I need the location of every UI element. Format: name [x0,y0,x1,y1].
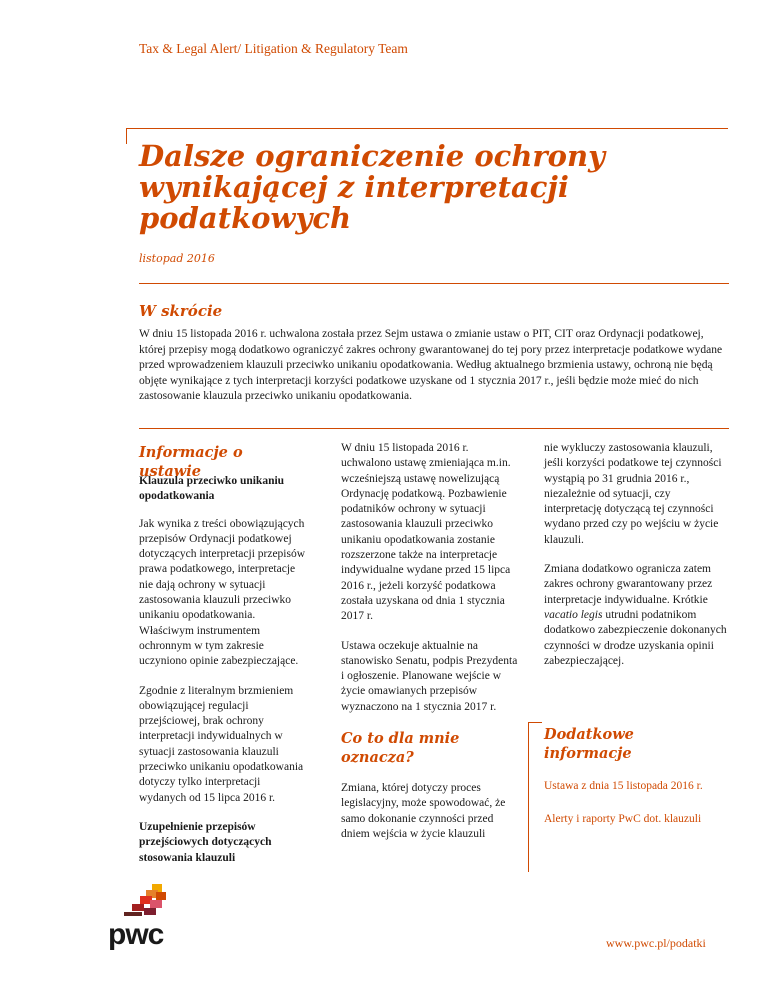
title-line-3: podatkowych [139,201,352,235]
col1-subheading-1: Klauzula przeciwko unikaniu opodatkowania [139,475,285,503]
title-rule [126,128,728,129]
col3-paragraph-2 [544,562,730,669]
link-ustawa[interactable]: Ustawa z dnia 15 listopada 2016 r. [544,780,703,792]
col2-paragraph-2: Ustawa oczekuje aktualnie na stanowisko Senatu, podpis Prezydenta i ogłoszenie. Planowane wejście w życie omawianych przepisów wyznaczono na 1 stycznia 2017 r. [341,639,518,713]
column-2 [341,441,521,856]
page-title [139,141,699,234]
pwc-logo-text: pwc [108,918,164,951]
col2-paragraph-1: W dniu 15 listopada 2016 r. uchwalono ustawę zmieniająca m.in. wcześniejszą ustawę nowelizującą Ordynację podatkową. Pozbawienie podatników ochrony w sytuacji zastosowania klauzuli przeciwko unikaniu opodatkowania zostanie rozszerzone także na interpretacje indywidualne wydane przed 15 lipca 2016 r., jeżeli korzyść podatkowa została uzyskana od dnia 1 stycznia 2017 r. [341,442,511,623]
title-corner-mark [126,128,127,144]
column-1 [139,474,307,878]
col1-paragraph-1: Jak wynika z treści obowiązujących przepisów Ordynacji podatkowej dotyczących interpretacji przepisów prawa podatkowego, interpretacje nie dają ochrony w sytuacji zastosowania klauzuli przeciwko unikaniu opodatkowania. Właściwym instrumentem ochronnym w tym zakresie uczyniono opinie zabezpieczające. [139,517,306,668]
col1-paragraph-2: Zgodnie z literalnym brzmieniem obowiązującej regulacji przejściowej, brak ochrony interpretacji indywidualnych w sytuacji zastosowania klauzuli przeciwko unikaniu opodatkowania dotyczy tylko interpretacji wydanych od 15 lipca 2016 r. [139,684,304,804]
info-box-border [528,722,529,872]
column-3 [544,441,730,683]
title-line-2: wynikającej z interpretacji [139,170,569,204]
col3-paragraph-1: nie wykluczy zastosowania klauzuli, jeśli korzyści podatkowe tej czynności wystąpią po 31 grudnia 2016 r., niezależnie od sytuacji, czy interpretację dotyczącą tej czynności wydano przed czy po wejściu w życie klauzuli. [544,442,722,546]
publication-date: listopad 2016 [139,252,215,265]
header-team-line: Tax & Legal Alert/ Litigation & Regulatory Team [139,41,408,56]
divider [139,428,729,429]
divider [139,283,729,284]
pwc-logo-mark [118,884,168,920]
summary-text: W dniu 15 listopada 2016 r. uchwalona została przez Sejm ustawa o zmianie ustaw o PIT, CIT oraz Ordynacji podatkowej, której przepisy mogą dodatkowo ograniczyć zakres ochrony gwarantowanej do tej pory przez interpretacje podatkowe wydane przed wprowadzeniem klauzuli przeciwko unikaniu opodatkowania. Według aktualnego brzmienia ustawy, ochroną nie będą objęte wynikające z tych interpretacji korzyści podatkowe uzyskane od 1 stycznia 2017 r., jeśli będzie może mieć do nich zastosowanie klauzula przeciwko unikaniu opodatkowania. [139,328,723,402]
title-line-1: Dalsze ograniczenie ochrony [139,139,605,173]
col3-paragraph-2-b: utrudni podatnikom dodatkowo zabezpieczenie dokonanych czynności w drodze uzyskania opinii zabezpieczającej. [544,608,727,667]
vacatio-legis-term: vacatio legis [544,608,603,621]
info-box-corner [528,722,542,723]
col2-heading: Co to dla mnie oznacza? [341,730,460,767]
link-alerty-pwc[interactable]: Alerty i raporty PwC dot. klauzuli [544,813,702,825]
info-box [544,725,714,827]
col1-heading: Informacje o ustawie [139,444,243,480]
summary-heading: W skrócie [139,302,223,320]
info-box-heading: Dodatkowe informacje [544,726,634,762]
col3-paragraph-2-a: Zmiana dodatkowo ogranicza zatem zakres ochrony gwarantowany przez interpretacje indywidualne. Krótkie [544,563,713,606]
footer-url[interactable]: www.pwc.pl/podatki [606,936,706,950]
col2-paragraph-3: Zmiana, której dotyczy proces legislacyjny, może spowodować, że samo dokonanie czynności przed dniem wejścia w życie klauzuli [341,782,506,840]
col1-subheading-2: Uzupełnienie przepisów przejściowych dotyczących stosowania klauzuli [139,820,272,864]
